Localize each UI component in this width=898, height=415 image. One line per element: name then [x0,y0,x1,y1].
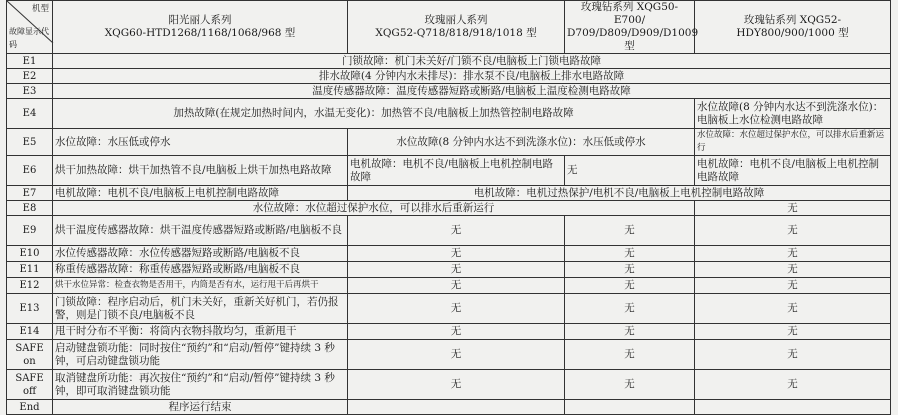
fault-description-col4: 无 [695,370,891,400]
fault-code: E12 [7,278,53,294]
fault-description-col2: 无 [348,278,565,294]
header-row [7,1,891,54]
fault-description-col2: 无 [348,216,565,246]
table-row [7,216,891,246]
fault-description-col23: 水位故障(8 分钟内水达不到洗涤水位)：水压低或停水 [348,129,695,156]
fault-description-col3: 无 [565,156,695,186]
table-row [7,84,891,99]
empty-cell [348,400,565,415]
corner-label-code: 故障显示代码 [9,27,49,49]
header-col2 [348,1,565,54]
fault-description-col3: 无 [565,262,695,278]
header-col1 [53,1,348,54]
fault-description-col1: 启动键盘锁功能：同时按住“预约”和“启动/暂停”键持续 3 秒钟，可启动键盘锁功能 [53,340,348,370]
fault-code: E1 [7,54,53,69]
fault-code: E11 [7,262,53,278]
table-row [7,69,891,84]
table-row [7,294,891,324]
header-col2-series: 玫瑰丽人系列 [424,14,488,26]
table-row [7,156,891,186]
fault-description-col3: 无 [565,246,695,262]
fault-description-col2: 无 [348,246,565,262]
fault-code: E10 [7,246,53,262]
fault-description-col4: 无 [695,216,891,246]
header-col4-series: 玫瑰钻系列 XQG52- [743,14,842,26]
table-row [7,201,891,216]
fault-description-col4: 电机故障：电机不良/电脑板上电机控制电路故障 [695,156,891,186]
fault-description-col4: 无 [695,340,891,370]
fault-code: E14 [7,324,53,340]
fault-description-col1: 水位故障：水压低或停水 [53,129,348,156]
header-col4-model: HDY800/900/1000 型 [736,27,849,39]
table-row [7,370,891,400]
header-col2-model: XQG52-Q718/818/918/1018 型 [375,27,537,39]
fault-description-col2: 无 [348,370,565,400]
fault-code: SAFE off [7,370,53,400]
fault-code: E3 [7,84,53,99]
fault-description-col3: 无 [565,324,695,340]
fault-description: 温度传感器故障：温度传感器短路或断路/电脑板上温度检测电路故障 [53,84,891,99]
fault-code: E5 [7,129,53,156]
fault-description-col2: 无 [348,294,565,324]
fault-description-col123: 水位故障：水位超过保护水位，可以排水后重新运行 [53,201,695,216]
table-row [7,324,891,340]
fault-description-col1: 烘干加热故障：烘干加热管不良/电脑板上烘干加热电路故障 [53,156,348,186]
fault-description-col1: 甩干时分布不平衡：将筒内衣物抖散均匀，重新甩干 [53,324,348,340]
fault-description-col2: 无 [348,262,565,278]
fault-code: End [7,400,53,415]
table-row [7,278,891,294]
header-col1-series: 阳光丽人系列 [168,14,232,26]
table-row [7,186,891,201]
header-col1-model: XQG60-HTD1268/1168/1068/968 型 [104,27,296,39]
header-col3 [565,1,699,54]
table-row [7,99,891,129]
fault-description-col2: 电机故障：电机不良/电脑板上电机控制电路故障 [348,156,565,186]
fault-code: E8 [7,201,53,216]
table-row [7,129,891,156]
table-row [7,400,891,415]
corner-label-model: 机型 [31,4,49,14]
fault-description-col4: 水位故障(8 分钟内水达不到洗涤水位)：电脑板上水位检测电路故障 [695,99,891,129]
fault-description: 加热故障(在规定加热时间内，水温无变化)：加热管不良/电脑板上加热管控制电路故障 [53,99,695,129]
fault-description-col3: 无 [565,216,695,246]
fault-description-col3: 无 [565,294,695,324]
fault-description-col2: 无 [348,324,565,340]
fault-description-col234: 电机故障：电机过热保护/电机不良/电脑板上电机控制电路故障 [348,186,891,201]
table-row [7,340,891,370]
fault-code: E4 [7,99,53,129]
fault-description-col4: 无 [695,294,891,324]
header-corner-cell [7,1,53,54]
fault-code: E13 [7,294,53,324]
table-row [7,54,891,69]
fault-description-col1: 烘干水位异常：检查衣物是否用干，内筒是否有水，运行甩干后再烘干 [53,278,348,294]
table-row [7,262,891,278]
fault-description-col2: 无 [348,340,565,370]
fault-description-col1: 烘干温度传感器故障：烘干温度传感器短路或断路/电脑板不良 [53,216,348,246]
fault-description: 门锁故障：机门未关好/门锁不良/电脑板上门锁电路故障 [53,54,891,69]
fault-description-col4: 水位故障：水位超过保护水位，可以排水后重新运行 [695,129,891,156]
fault-description-col1: 门锁故障：程序启动后，机门未关好，重新关好机门，若仍报警，则是门锁不良/电脑板不良 [53,294,348,324]
fault-code: E6 [7,156,53,186]
fault-code-table [6,0,891,415]
fault-description-col4: 无 [695,324,891,340]
fault-code: E2 [7,69,53,84]
fault-description-col4: 无 [695,262,891,278]
fault-description-col4: 无 [695,246,891,262]
fault-code: E9 [7,216,53,246]
fault-description-col3: 无 [565,340,695,370]
header-col3-model: D709/D809/D909/D1009 型 [567,27,699,52]
fault-description-col1: 称重传感器故障：称重传感器短路或断路/电脑板不良 [53,262,348,278]
header-col4 [695,1,891,54]
fault-description-col1: 取消键盘所功能：再次按住“预约”和“启动/暂停”键持续 3 秒钟，即可取消键盘锁功能 [53,370,348,400]
fault-description-col3: 无 [565,370,695,400]
empty-cell [695,400,891,415]
table-row [7,246,891,262]
fault-description: 排水故障(4 分钟内水未排尽)：排水泵不良/电脑板上排水电路故障 [53,69,891,84]
header-col3-series: 玫瑰钻系列 XQG50-E700/ [580,1,679,26]
fault-description-col4: 无 [695,278,891,294]
fault-description-col3: 无 [565,278,695,294]
fault-description-col1: 水位传感器故障：水位传感器短路或断路/电脑板不良 [53,246,348,262]
fault-code: E7 [7,186,53,201]
fault-description-col1: 电机故障：电机不良/电脑板上电机控制电路故障 [53,186,348,201]
fault-description-col4: 无 [695,201,891,216]
fault-code: SAFE on [7,340,53,370]
empty-cell [565,400,695,415]
fault-description-col1: 程序运行结束 [53,400,348,415]
